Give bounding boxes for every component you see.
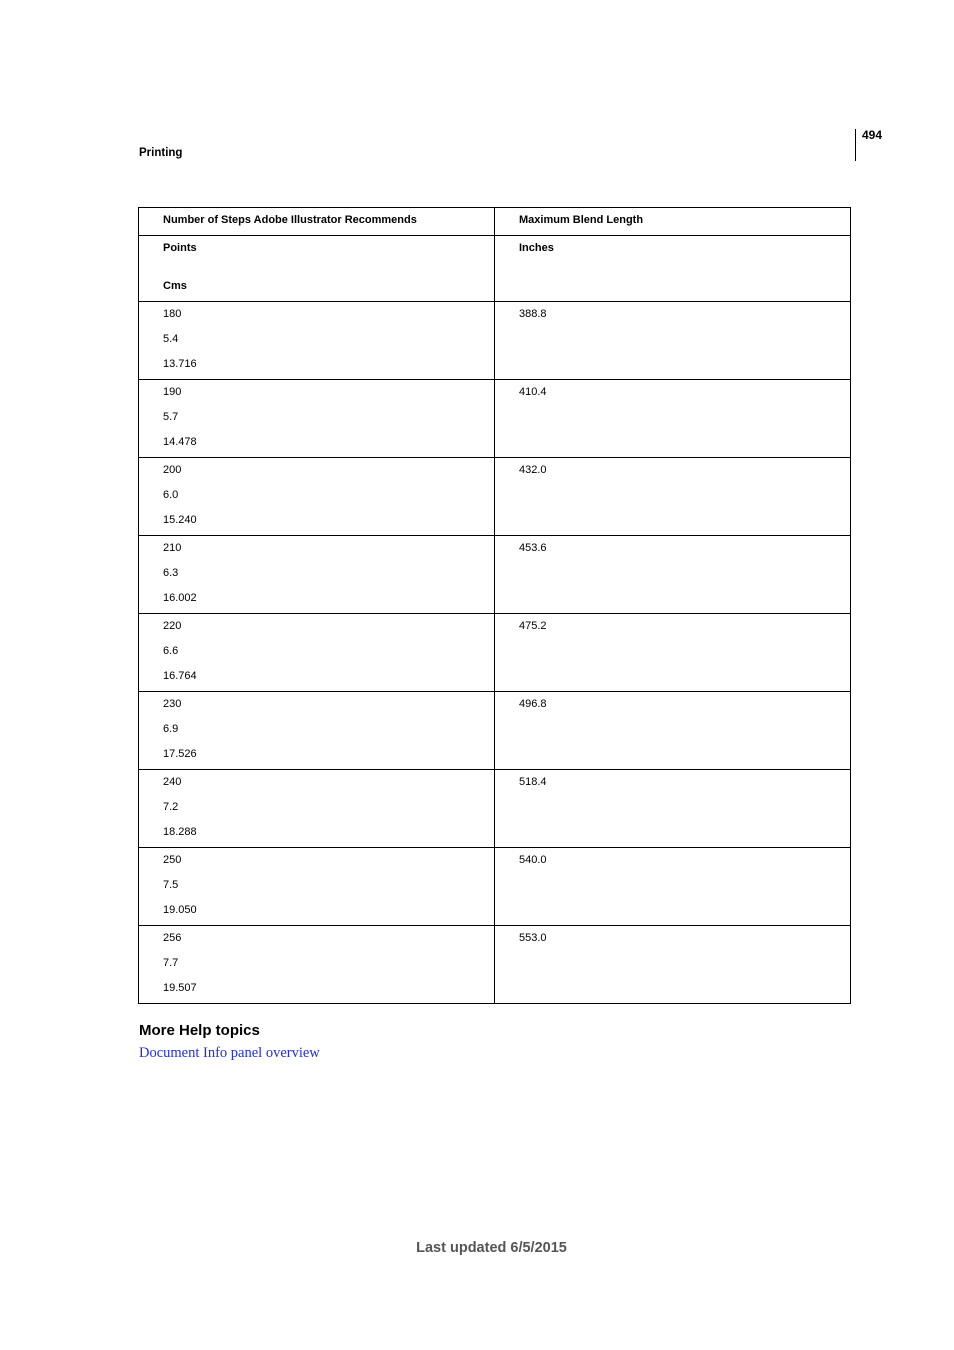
column-header: Maximum Blend Length (495, 208, 851, 236)
page-number: 494 (862, 128, 883, 142)
length-cell (495, 458, 851, 536)
steps-value: 18.288 (163, 826, 197, 838)
length-value: 518.4 (519, 776, 547, 788)
steps-value: 6.3 (163, 567, 179, 579)
steps-value: 15.240 (163, 514, 197, 526)
table-row (139, 380, 851, 458)
steps-cell (139, 926, 495, 1004)
section-label: Printing (139, 147, 183, 159)
length-cell (495, 926, 851, 1004)
steps-cell (139, 536, 495, 614)
subheader-cell (139, 236, 495, 302)
steps-cell (139, 458, 495, 536)
steps-value: 13.716 (163, 358, 197, 370)
length-value: 553.0 (519, 932, 547, 944)
length-value: 496.8 (519, 698, 547, 710)
length-value: 540.0 (519, 854, 547, 866)
steps-cell (139, 380, 495, 458)
table-row (139, 302, 851, 380)
table-row (139, 536, 851, 614)
steps-value: 210 (163, 542, 182, 554)
table-row (139, 926, 851, 1004)
subheader-cell (495, 236, 851, 302)
steps-value: 7.7 (163, 957, 179, 969)
steps-value: 5.7 (163, 411, 179, 423)
table-subheader-row (139, 236, 851, 302)
steps-value: 256 (163, 932, 182, 944)
length-value: 388.8 (519, 308, 547, 320)
steps-cell (139, 848, 495, 926)
subheader-cms: Cms (163, 280, 187, 292)
steps-value: 6.0 (163, 489, 179, 501)
steps-cell (139, 614, 495, 692)
steps-value: 16.764 (163, 670, 197, 682)
steps-value: 230 (163, 698, 182, 710)
steps-value: 240 (163, 776, 182, 788)
steps-value: 19.050 (163, 904, 197, 916)
steps-value: 6.9 (163, 723, 179, 735)
length-cell (495, 692, 851, 770)
subheader-points: Points (163, 242, 197, 254)
table-header-row (139, 208, 851, 236)
steps-value: 220 (163, 620, 182, 632)
steps-value: 14.478 (163, 436, 197, 448)
blend-steps-table (138, 207, 851, 1004)
steps-cell (139, 692, 495, 770)
table-row (139, 458, 851, 536)
table-row (139, 770, 851, 848)
length-cell (495, 848, 851, 926)
table-row (139, 692, 851, 770)
steps-value: 7.2 (163, 801, 179, 813)
steps-value: 190 (163, 386, 182, 398)
length-cell (495, 614, 851, 692)
steps-cell (139, 770, 495, 848)
length-cell (495, 536, 851, 614)
steps-value: 180 (163, 308, 182, 320)
length-cell (495, 770, 851, 848)
steps-value: 19.507 (163, 982, 197, 994)
table-row (139, 848, 851, 926)
length-value: 410.4 (519, 386, 547, 398)
subheader-inches: Inches (519, 242, 554, 254)
length-value: 453.6 (519, 542, 547, 554)
length-cell (495, 380, 851, 458)
length-cell (495, 302, 851, 380)
steps-value: 5.4 (163, 333, 179, 345)
steps-value: 7.5 (163, 879, 179, 891)
column-header: Number of Steps Adobe Illustrator Recommends (139, 208, 495, 236)
length-value: 432.0 (519, 464, 547, 476)
steps-value: 6.6 (163, 645, 179, 657)
last-updated-footer: Last updated 6/5/2015 (416, 1240, 567, 1256)
document-info-panel-link[interactable]: Document Info panel overview (139, 1045, 320, 1061)
steps-value: 200 (163, 464, 182, 476)
steps-cell (139, 302, 495, 380)
page-rule (855, 129, 856, 161)
help-heading: More Help topics (139, 1022, 260, 1039)
steps-value: 250 (163, 854, 182, 866)
length-value: 475.2 (519, 620, 547, 632)
steps-value: 16.002 (163, 592, 197, 604)
table-row (139, 614, 851, 692)
steps-value: 17.526 (163, 748, 197, 760)
